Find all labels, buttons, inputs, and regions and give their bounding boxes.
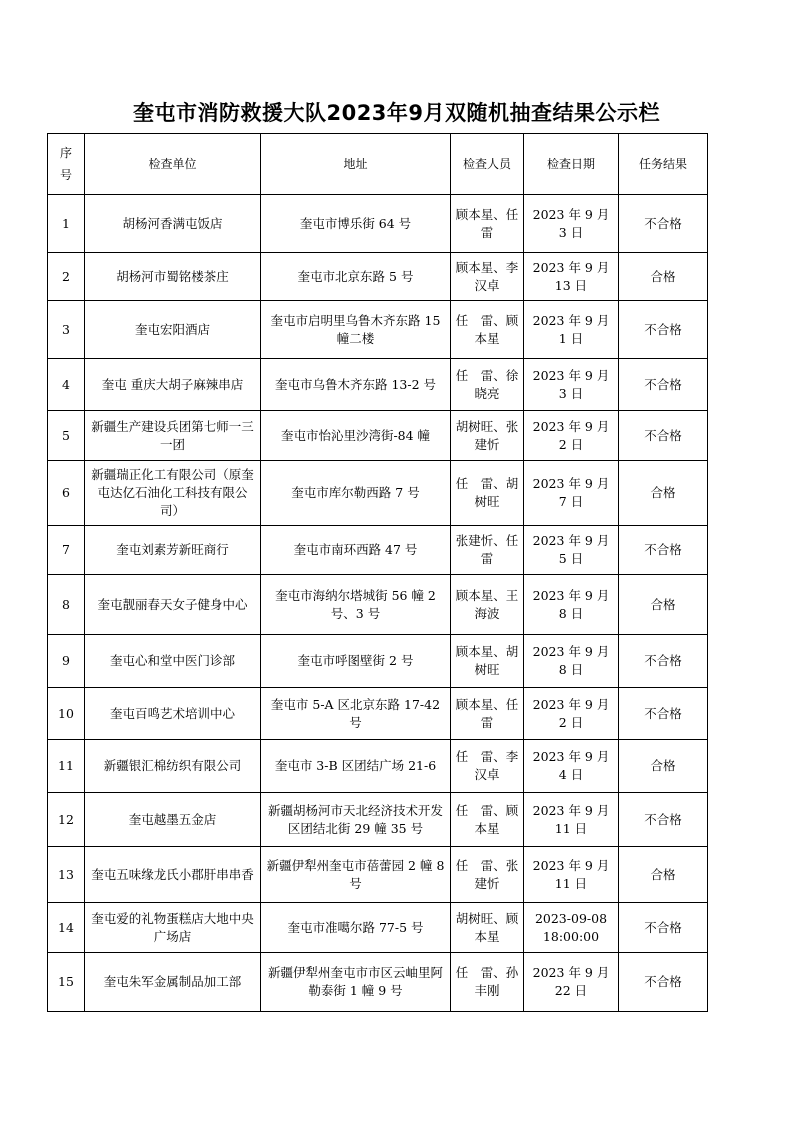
cell-unit: 奎屯宏阳酒店 bbox=[85, 301, 261, 359]
cell-inspectors: 顾本星、任 雷 bbox=[451, 195, 524, 253]
cell-no: 14 bbox=[48, 903, 85, 953]
cell-unit: 奎屯靓丽春天女子健身中心 bbox=[85, 575, 261, 635]
cell-address: 奎屯市准噶尔路 77-5 号 bbox=[261, 903, 451, 953]
cell-unit: 新疆银汇棉纺织有限公司 bbox=[85, 740, 261, 793]
cell-address: 奎屯市乌鲁木齐东路 13-2 号 bbox=[261, 359, 451, 411]
table-body bbox=[48, 195, 708, 1012]
table-row bbox=[48, 793, 708, 847]
cell-unit: 新疆瑞正化工有限公司（原奎屯达亿石油化工科技有限公司） bbox=[85, 461, 261, 526]
inspection-results-table bbox=[47, 133, 708, 1012]
table-row bbox=[48, 688, 708, 740]
cell-date: 2023 年 9 月 3 日 bbox=[524, 195, 619, 253]
cell-result: 不合格 bbox=[619, 301, 708, 359]
cell-result: 不合格 bbox=[619, 195, 708, 253]
cell-no: 2 bbox=[48, 253, 85, 301]
cell-no: 6 bbox=[48, 461, 85, 526]
cell-result: 不合格 bbox=[619, 411, 708, 461]
cell-date: 2023 年 9 月 5 日 bbox=[524, 526, 619, 575]
page-title: 奎屯市消防救援大队2023年9月双随机抽查结果公示栏 bbox=[132, 101, 661, 125]
table-header bbox=[48, 134, 708, 195]
cell-inspectors: 张建忻、任 雷 bbox=[451, 526, 524, 575]
cell-inspectors: 任 雷、孙丰刚 bbox=[451, 953, 524, 1012]
table-row bbox=[48, 526, 708, 575]
cell-unit: 新疆生产建设兵团第七师一三一团 bbox=[85, 411, 261, 461]
cell-no: 1 bbox=[48, 195, 85, 253]
cell-unit: 奎屯心和堂中医门诊部 bbox=[85, 635, 261, 688]
cell-result: 不合格 bbox=[619, 793, 708, 847]
cell-address: 奎屯市呼图壁街 2 号 bbox=[261, 635, 451, 688]
cell-inspectors: 任 雷、胡树旺 bbox=[451, 461, 524, 526]
cell-address: 新疆胡杨河市天北经济技术开发区团结北街 29 幢 35 号 bbox=[261, 793, 451, 847]
cell-address: 奎屯市海纳尔塔城街 56 幢 2 号、3 号 bbox=[261, 575, 451, 635]
cell-date: 2023 年 9 月 8 日 bbox=[524, 635, 619, 688]
cell-inspectors: 任 雷、张建忻 bbox=[451, 847, 524, 903]
cell-result: 合格 bbox=[619, 847, 708, 903]
cell-address: 奎屯市库尔勒西路 7 号 bbox=[261, 461, 451, 526]
cell-address: 新疆伊犁州奎屯市市区云岫里阿勒泰街 1 幢 9 号 bbox=[261, 953, 451, 1012]
header-row bbox=[48, 134, 708, 195]
cell-result: 合格 bbox=[619, 575, 708, 635]
cell-no: 11 bbox=[48, 740, 85, 793]
cell-address: 新疆伊犁州奎屯市蓓蕾园 2 幢 8 号 bbox=[261, 847, 451, 903]
table-row bbox=[48, 903, 708, 953]
cell-inspectors: 任 雷、李汉卓 bbox=[451, 740, 524, 793]
cell-date: 2023 年 9 月 11 日 bbox=[524, 847, 619, 903]
cell-date: 2023 年 9 月 4 日 bbox=[524, 740, 619, 793]
cell-inspectors: 任 雷、顾本星 bbox=[451, 793, 524, 847]
cell-unit: 奎屯爱的礼物蛋糕店大地中央广场店 bbox=[85, 903, 261, 953]
cell-no: 3 bbox=[48, 301, 85, 359]
cell-inspectors: 顾本星、胡树旺 bbox=[451, 635, 524, 688]
cell-unit: 奎屯 重庆大胡子麻辣串店 bbox=[85, 359, 261, 411]
cell-date: 2023 年 9 月 2 日 bbox=[524, 688, 619, 740]
cell-inspectors: 任 雷、徐晓亮 bbox=[451, 359, 524, 411]
table-row bbox=[48, 253, 708, 301]
table-row bbox=[48, 195, 708, 253]
cell-unit: 奎屯百鸣艺术培训中心 bbox=[85, 688, 261, 740]
header-inspectors: 检查人员 bbox=[451, 134, 524, 195]
cell-address: 奎屯市北京东路 5 号 bbox=[261, 253, 451, 301]
cell-result: 合格 bbox=[619, 740, 708, 793]
table-row bbox=[48, 301, 708, 359]
table-row bbox=[48, 461, 708, 526]
cell-date: 2023 年 9 月 11 日 bbox=[524, 793, 619, 847]
cell-unit: 奎屯朱军金属制品加工部 bbox=[85, 953, 261, 1012]
header-address: 地址 bbox=[261, 134, 451, 195]
cell-date: 2023 年 9 月 8 日 bbox=[524, 575, 619, 635]
header-unit: 检查单位 bbox=[85, 134, 261, 195]
cell-no: 4 bbox=[48, 359, 85, 411]
cell-date: 2023 年 9 月 22 日 bbox=[524, 953, 619, 1012]
table-row bbox=[48, 740, 708, 793]
cell-unit: 奎屯五味缘龙氏小郡肝串串香 bbox=[85, 847, 261, 903]
cell-result: 不合格 bbox=[619, 953, 708, 1012]
cell-address: 奎屯市启明里乌鲁木齐东路 15 幢二楼 bbox=[261, 301, 451, 359]
cell-no: 15 bbox=[48, 953, 85, 1012]
cell-result: 不合格 bbox=[619, 903, 708, 953]
cell-result: 不合格 bbox=[619, 359, 708, 411]
cell-no: 8 bbox=[48, 575, 85, 635]
cell-date: 2023 年 9 月 2 日 bbox=[524, 411, 619, 461]
cell-unit: 胡杨河市蜀铭楼茶庄 bbox=[85, 253, 261, 301]
cell-address: 奎屯市 3-B 区团结广场 21-6 bbox=[261, 740, 451, 793]
cell-result: 不合格 bbox=[619, 688, 708, 740]
cell-unit: 胡杨河香满屯饭店 bbox=[85, 195, 261, 253]
cell-inspectors: 顾本星、李汉卓 bbox=[451, 253, 524, 301]
cell-result: 合格 bbox=[619, 461, 708, 526]
cell-date: 2023 年 9 月 7 日 bbox=[524, 461, 619, 526]
table-row bbox=[48, 359, 708, 411]
cell-no: 7 bbox=[48, 526, 85, 575]
cell-date: 2023-09-08 18:00:00 bbox=[524, 903, 619, 953]
table-row bbox=[48, 953, 708, 1012]
cell-inspectors: 胡树旺、顾本星 bbox=[451, 903, 524, 953]
cell-date: 2023 年 9 月 1 日 bbox=[524, 301, 619, 359]
cell-inspectors: 胡树旺、张建忻 bbox=[451, 411, 524, 461]
cell-no: 13 bbox=[48, 847, 85, 903]
cell-inspectors: 顾本星、任 雷 bbox=[451, 688, 524, 740]
cell-address: 奎屯市怡沁里沙湾街-84 幢 bbox=[261, 411, 451, 461]
cell-result: 不合格 bbox=[619, 526, 708, 575]
cell-result: 不合格 bbox=[619, 635, 708, 688]
header-result: 任务结果 bbox=[619, 134, 708, 195]
cell-address: 奎屯市 5-A 区北京东路 17-42 号 bbox=[261, 688, 451, 740]
cell-date: 2023 年 9 月 3 日 bbox=[524, 359, 619, 411]
table-row bbox=[48, 635, 708, 688]
cell-no: 5 bbox=[48, 411, 85, 461]
table-row bbox=[48, 847, 708, 903]
cell-unit: 奎屯越墨五金店 bbox=[85, 793, 261, 847]
cell-inspectors: 顾本星、王海波 bbox=[451, 575, 524, 635]
cell-no: 9 bbox=[48, 635, 85, 688]
cell-no: 10 bbox=[48, 688, 85, 740]
table-row bbox=[48, 411, 708, 461]
table-row bbox=[48, 575, 708, 635]
cell-inspectors: 任 雷、顾本星 bbox=[451, 301, 524, 359]
cell-address: 奎屯市博乐街 64 号 bbox=[261, 195, 451, 253]
cell-date: 2023 年 9 月 13 日 bbox=[524, 253, 619, 301]
cell-address: 奎屯市南环西路 47 号 bbox=[261, 526, 451, 575]
cell-result: 合格 bbox=[619, 253, 708, 301]
cell-unit: 奎屯刘素芳新旺商行 bbox=[85, 526, 261, 575]
header-date: 检查日期 bbox=[524, 134, 619, 195]
header-no: 序号 bbox=[48, 134, 85, 195]
cell-no: 12 bbox=[48, 793, 85, 847]
